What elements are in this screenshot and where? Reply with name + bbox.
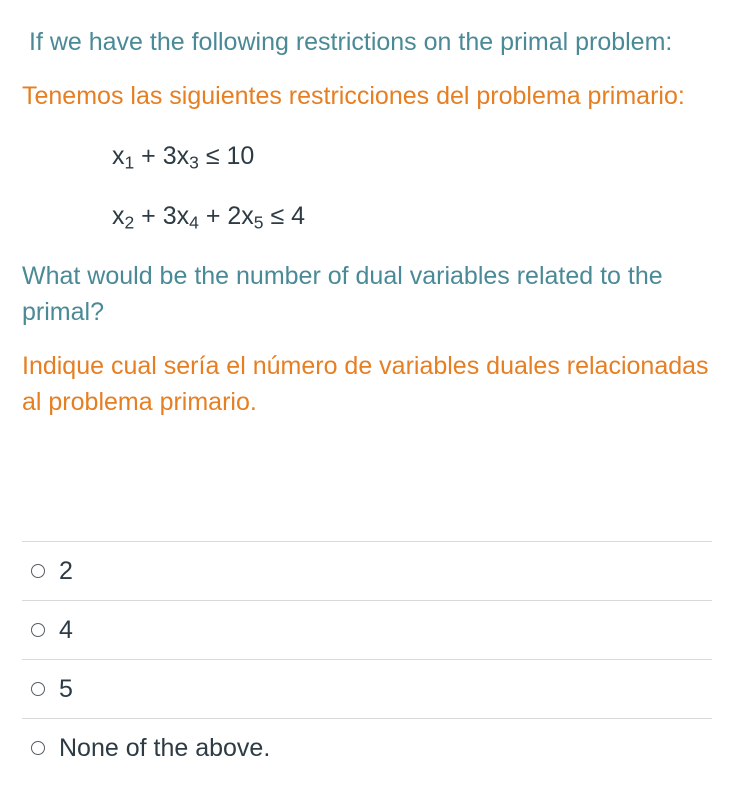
question-english-intro: If we have the following restrictions on the primal problem:: [29, 28, 673, 56]
question-body: [22, 24, 712, 420]
answer-list: [22, 541, 712, 777]
answer-label: 2: [59, 556, 73, 585]
radio-button[interactable]: [31, 741, 45, 755]
constraint-1: $x_1 + 3x_3 \le 10$: [112, 142, 255, 173]
answer-label: 4: [59, 615, 73, 644]
question-spanish-prompt: Indique cual sería el número de variables duales relacionadas al problema primario.: [22, 352, 709, 416]
answer-option-4[interactable]: [22, 601, 712, 660]
answer-option-2[interactable]: [22, 542, 712, 601]
constraint-2: $x_2 + 3x_4 + 2x_5 \le 4$: [112, 202, 306, 233]
radio-button[interactable]: [31, 564, 45, 578]
answer-label: None of the above.: [59, 733, 271, 762]
question-english-prompt: What would be the number of dual variables related to the primal?: [22, 262, 663, 326]
radio-button[interactable]: [31, 623, 45, 637]
question-spanish-intro: Tenemos las siguientes restricciones del problema primario:: [22, 82, 685, 110]
answer-label: 5: [59, 674, 73, 703]
answer-option-none[interactable]: [22, 719, 712, 777]
radio-button[interactable]: [31, 682, 45, 696]
answer-option-5[interactable]: [22, 660, 712, 719]
